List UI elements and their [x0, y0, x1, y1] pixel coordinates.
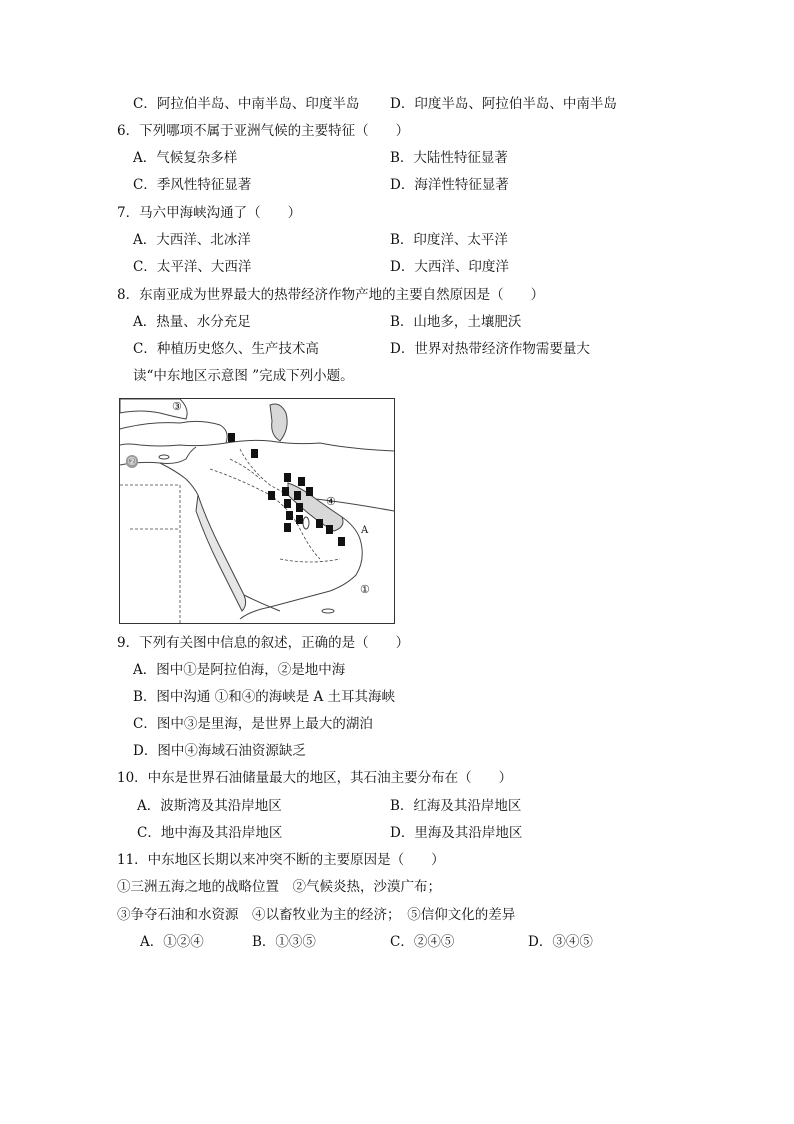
q5-option-d: D．印度半岛、阿拉伯半岛、中南半岛 — [390, 96, 617, 112]
q8-option-d: D．世界对热带经济作物需要量大 — [390, 341, 590, 357]
q7-option-a: A．大西洋、北冰洋 — [133, 232, 251, 248]
q7-option-d: D．大西洋、印度洋 — [390, 259, 509, 275]
q9-option-d: D．图中④海域石油资源缺乏 — [133, 743, 306, 759]
reading-instruction: 读“中东地区示意图 ”完成下列小题。 — [133, 368, 354, 384]
middle-east-map — [119, 398, 395, 624]
q9-option-c: C．图中③是里海，是世界上最大的湖泊 — [133, 716, 373, 732]
q9-option-a: A．图中①是阿拉伯海，②是地中海 — [133, 662, 346, 678]
q11-option-d: D．③④⑤ — [528, 934, 593, 950]
q10-option-c: C．地中海及其沿岸地区 — [137, 825, 283, 841]
map-label-4: ④ — [326, 495, 336, 508]
q8-option-a: A．热量、水分充足 — [133, 314, 251, 330]
q6-option-b: B．大陆性特征显著 — [390, 150, 508, 166]
q6-option-c: C．季风性特征显著 — [133, 177, 252, 193]
q7-option-c: C．太平洋、大西洋 — [133, 259, 252, 275]
q8-option-b: B．山地多，土壤肥沃 — [390, 314, 522, 330]
q6-stem: 6．下列哪项不属于亚洲气候的主要特征（ ） — [117, 123, 410, 139]
q10-stem: 10．中东是世界石油储量最大的地区，其石油主要分布在（ ） — [117, 770, 513, 786]
q9-option-b: B．图中沟通 ①和④的海峡是 A 土耳其海峡 — [133, 689, 396, 705]
q11-reason-line-2: ③争夺石油和水资源 ④以畜牧业为主的经济； ⑤信仰文化的差异 — [117, 907, 516, 923]
map-label-a: A — [361, 525, 369, 536]
q9-stem: 9．下列有关图中信息的叙述，正确的是（ ） — [117, 635, 410, 651]
q10-option-b: B．红海及其沿岸地区 — [390, 798, 522, 814]
q7-option-b: B．印度洋、太平洋 — [390, 232, 508, 248]
map-label-1: ① — [360, 583, 370, 596]
map-label-3: ③ — [172, 400, 182, 413]
q7-stem: 7．马六甲海峡沟通了（ ） — [117, 205, 302, 221]
q10-option-a: A．波斯湾及其沿岸地区 — [137, 798, 282, 814]
q11-option-c: C．②④⑤ — [390, 934, 455, 950]
q11-option-a: A．①②④ — [140, 934, 204, 950]
q8-option-c: C．种植历史悠久、生产技术高 — [133, 341, 319, 357]
q11-reason-line-1: ①三洲五海之地的战略位置 ②气候炎热，沙漠广布； — [117, 879, 441, 895]
q5-option-c: C．阿拉伯半岛、中南半岛、印度半岛 — [133, 96, 360, 112]
q11-stem: 11．中东地区长期以来冲突不断的主要原因是（ ） — [117, 852, 445, 868]
q11-option-b: B．①③⑤ — [252, 934, 316, 950]
q8-stem: 8．东南亚成为世界最大的热带经济作物产地的主要自然原因是（ ） — [117, 287, 545, 303]
q6-option-d: D．海洋性特征显著 — [390, 177, 509, 193]
q6-option-a: A．气候复杂多样 — [133, 150, 238, 166]
q10-option-d: D．里海及其沿岸地区 — [390, 825, 523, 841]
map-label-2: ② — [127, 455, 137, 468]
